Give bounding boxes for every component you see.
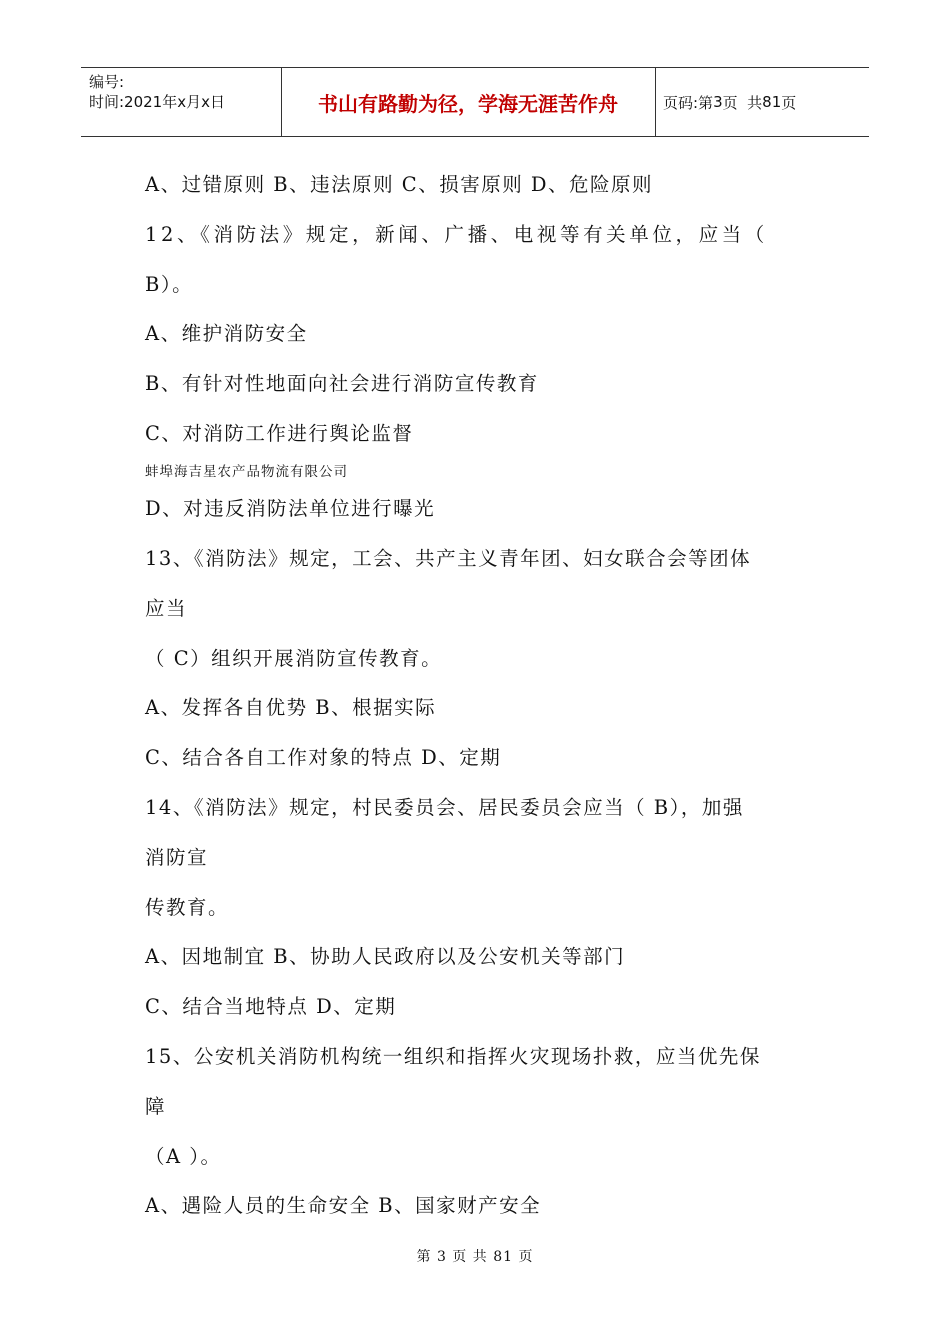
header-motto: 书山有路勤为径，学海无涯苦作舟 (318, 91, 618, 116)
text-line: 传教育。 (145, 896, 230, 919)
page-current: 3 (713, 93, 723, 111)
question-14: 14、《消防法》规定，村民委员会、居民委员会应当（ B），加强 (145, 796, 744, 819)
page-header (81, 67, 869, 137)
page-suffix: 页 (781, 93, 797, 112)
question-15: 15、公安机关消防机构统一组织和指挥火灾现场扑救，应当优先保 (145, 1045, 761, 1068)
header-divider (655, 68, 656, 136)
option-line: C、对消防工作进行舆论监督 (145, 422, 414, 445)
option-line: A、维护消防安全 (145, 322, 308, 345)
text-line: 应当 (145, 597, 188, 620)
header-page-number (663, 68, 796, 136)
serial-number-label: 编号: (89, 73, 125, 91)
page-footer: 第 3 页 共 81 页 (416, 1249, 534, 1265)
option-line: D、对违反消防法单位进行曝光 (145, 497, 436, 520)
question-12: 12、《消防法》规定，新闻、广播、电视等有关单位，应当（ (145, 223, 768, 246)
option-line: B、有针对性地面向社会进行消防宣传教育 (145, 372, 539, 395)
header-meta (89, 72, 225, 112)
option-line: A、因地制宜 B、协助人民政府以及公安机关等部门 (145, 945, 626, 968)
option-line: C、结合当地特点 D、定期 (145, 995, 397, 1018)
option-line: A、遇险人员的生命安全 B、国家财产安全 (145, 1194, 542, 1217)
page-total: 81 (762, 93, 782, 111)
page-prefix: 页码:第 (663, 93, 714, 112)
option-line: A、发挥各自优势 B、根据实际 (145, 696, 437, 719)
text-line: B）。 (145, 273, 194, 296)
question-13: 13、《消防法》规定，工会、共产主义青年团、妇女联合会等团体 (145, 547, 752, 570)
text-line: A、过错原则 B、违法原则 C、损害原则 D、危险原则 (145, 173, 654, 196)
text-line: （A ）。 (145, 1145, 222, 1168)
text-line: 消防宣 (145, 846, 209, 869)
text-line: （ C）组织开展消防宣传教育。 (145, 647, 443, 670)
page-mid: 页 共 (722, 93, 763, 112)
company-watermark-text: 蚌埠海吉星农产品物流有限公司 (145, 464, 348, 480)
text-line: 障 (145, 1095, 167, 1118)
option-line: C、结合各自工作对象的特点 D、定期 (145, 746, 502, 769)
date-label: 时间:2021年x月x日 (89, 93, 225, 111)
